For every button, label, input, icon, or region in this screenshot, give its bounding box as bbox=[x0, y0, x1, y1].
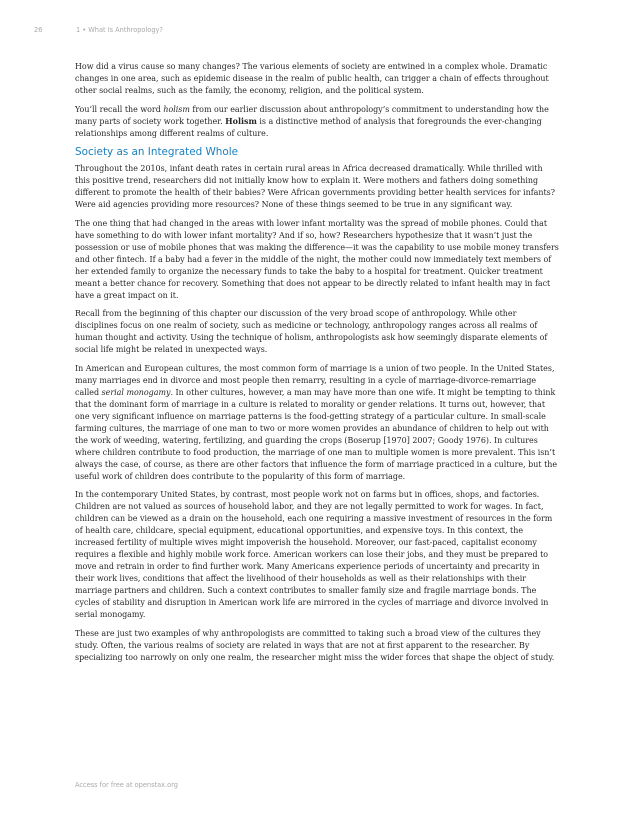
text-run: is a distinctive method of analysis that foregrounds the ever-changing relationships among different realms of culture. bbox=[75, 116, 542, 138]
text-run: You’ll recall the word bbox=[75, 104, 164, 114]
paragraph-contemporary-us: In the contemporary United States, by contrast, most people work not on farms but in offices, shops, and factories. Children are not valued as sources of household labor, and they are not legally permitted to work for wages. In fact, children can be viewed as a drain on the household, each one requiring a massive investment of resources in the form of health care, childcare, special equipment, educational opportunities, and expensive toys. In this context, the increased fertility of multiple wives might impoverish the household. Moreover, our fast-paced, capitalist economy requires a flexible and highly mobile work force. American workers can lose their jobs, and they must be prepared to move and retrain in order to find further work. Many Americans experience periods of uncertainty and precarity in their work lives, conditions that affect the livelihood of their households as well as their relationships with their marriage partners and children. Such a context contributes to smaller family size and fragile marriage bonds. The cycles of stability and disruption in American work life are mirrored in the cycles of marriage and divorce involved in serial monogamy. bbox=[75, 490, 553, 619]
text-run: . In other cultures, however, a man may have more than one wife. It might be tempting to think that the dominant form of marriage in a culture is related to morality or gender relations. It turns out, however, that one very significant influence on marriage patterns is the food-getting strategy of a particular culture. In small-scale farming cultures, the marriage of one man to two or more women provides an abundance of children to help out with the work of weeding, watering, fertilizing, and guarding the crops (Boserup [1970] 2007; Goody 1976). In cultures where children contribute to food production, the marriage of one man to multiple women is more prevalent. This isn’t always the case, of course, as there are other factors that influence the form of marriage practiced in a culture, but the useful work of children does contribute to the popularity of this form of marriage. bbox=[75, 387, 558, 481]
running-chapter-title: 1 • What Is Anthropology? bbox=[76, 26, 163, 34]
text-run: In American and European cultures, the most common form of marriage is a union of two people. In the United States, many marriages end in divorce and most people then remarry, resulting in a cycle of marriage-divorce-remarriage called bbox=[75, 363, 555, 397]
paragraph-conclusion: These are just two examples of why anthropologists are committed to taking such a broad view of the cultures they study. Often, the various realms of society are related in ways that are not at first apparent to the researcher. By specializing too narrowly on only one realm, the researcher might miss the wider forces that shape the object of study. bbox=[75, 628, 555, 662]
paragraph-virus-changes: How did a virus cause so many changes? The various elements of society are entwined in a complex whole. Dramatic changes in one area, such as epidemic disease in the realm of public health, can trigger a chain of effects throughout other social realms, such as the family, the economy, religion, and the political system. bbox=[75, 62, 549, 95]
term-serial-monogamy: serial monogamy bbox=[101, 387, 171, 397]
paragraph-mobile-phones: The one thing that had changed in the areas with lower infant mortality was the spread of mobile phones. Could that have something to do with lower infant mortality? And if so, how? Researchers hypothesize that it wasn’t just the possession or use of mobile phones that was making the difference—it was the capability to use mobile money transfers and other fintech. If a baby had a fever in the middle of the night, the mother could now immediately text members of her extended family to organize the necessary funds to take the baby to a hospital for treatment. Quicker treatment meant a better chance for recovery. Something that does not appear to be directly related to infant health may in fact have a great impact on it. bbox=[75, 218, 559, 300]
term-holism-italic: holism bbox=[163, 104, 190, 114]
key-term-holism: Holism bbox=[225, 116, 257, 126]
text-run: from our earlier discussion about anthropology’s commitment to understanding how the many parts of society work together. bbox=[75, 104, 549, 126]
paragraph-marriage-forms bbox=[75, 363, 559, 483]
page-body bbox=[75, 61, 559, 670]
paragraph-infant-death-rates: Throughout the 2010s, infant death rates in certain rural areas in Africa decreased dramatically. While thrilled with this positive trend, researchers did not initially know how to explain it. Were mothers and fathers doing something different to promote the health of their babies? Were African governments providing better health services for infants? Were aid agencies providing more resources? None of these things seemed to be true in any significant way. bbox=[75, 164, 556, 209]
page-footer: Access for free at openstax.org bbox=[75, 781, 178, 789]
page-number: 26 bbox=[34, 26, 43, 34]
paragraph-scope-of-anthropology: Recall from the beginning of this chapter our discussion of the very broad scope of anthropology. While other disciplines focus on one realm of society, such as medicine or technology, anthropology ranges across all realms of human thought and activity. Using the technique of holism, anthropologists ask how seemingly disparate elements of social life might be related in unexpected ways. bbox=[75, 309, 548, 354]
paragraph-holism-definition bbox=[75, 104, 559, 140]
section-heading: Society as an Integrated Whole bbox=[75, 146, 239, 158]
